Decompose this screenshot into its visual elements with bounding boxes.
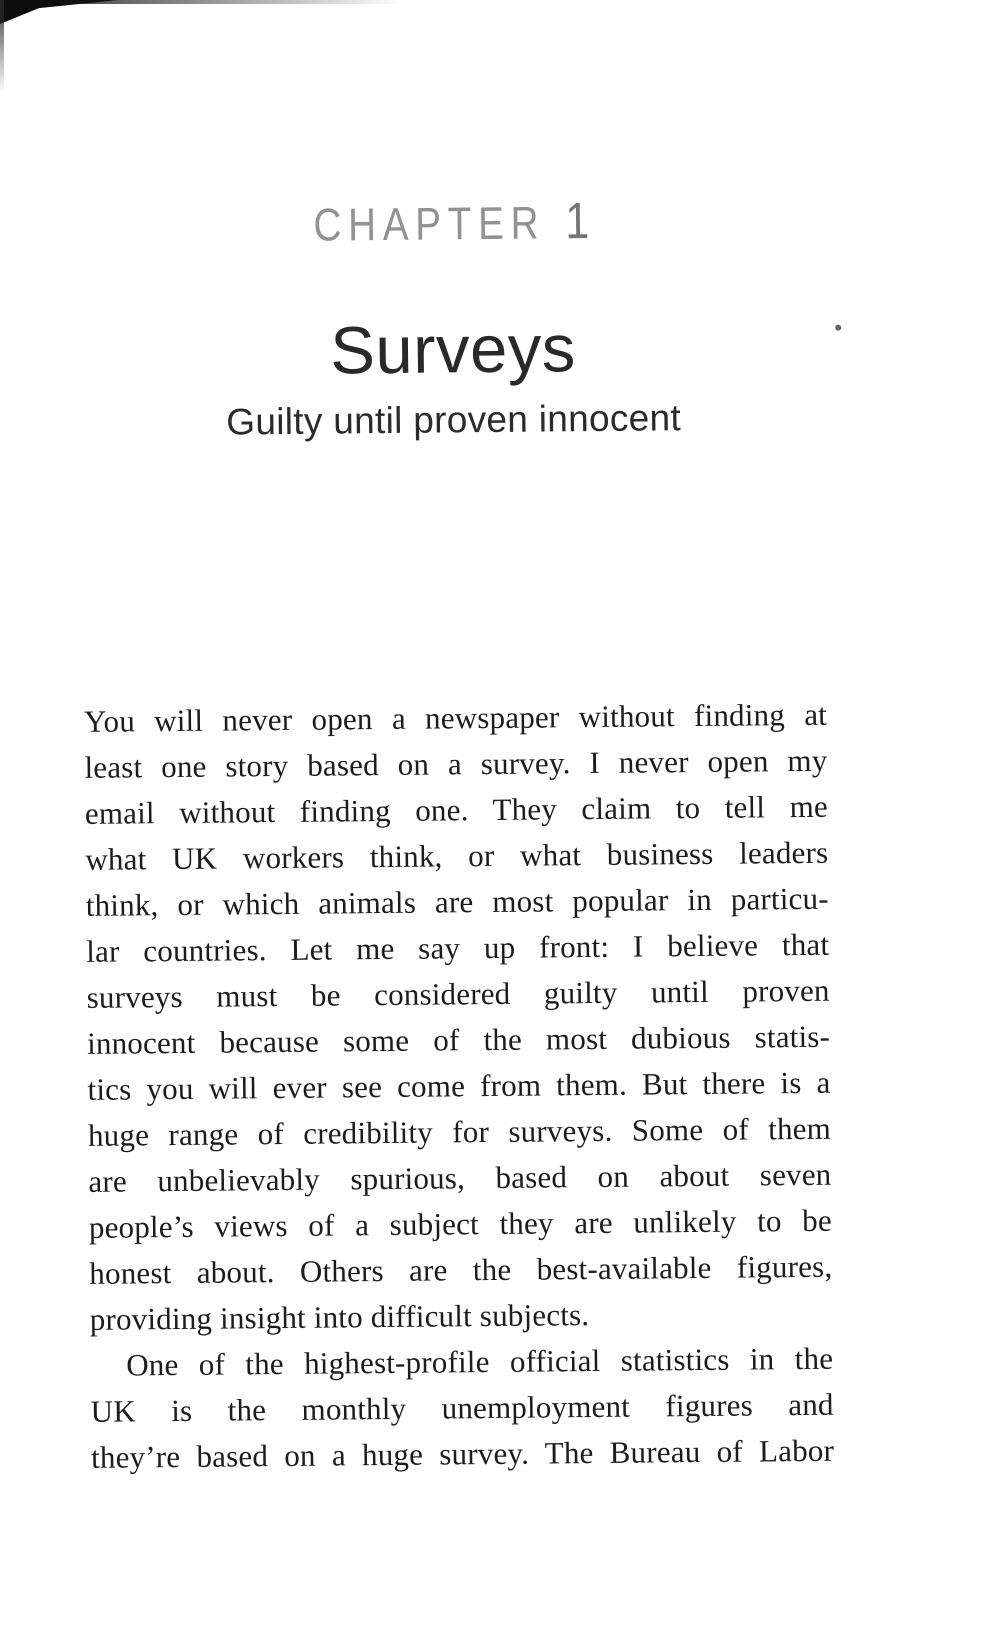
body-line: are unbelievably spurious, based on about seven <box>88 1156 832 1199</box>
page-subtitle: Guilty until proven innocent <box>226 397 682 443</box>
body-line: lar countries. Let me say up front: I believe that <box>86 926 830 969</box>
body-line: what UK workers think, or what business leaders <box>85 834 829 877</box>
body-line: people’s views of a subject they are unlikely to be <box>88 1202 833 1245</box>
chapter-heading <box>79 193 824 251</box>
body-line: huge range of credibility for surveys. Some of them <box>87 1110 832 1153</box>
body-text <box>84 692 834 1481</box>
chapter-number: 1 <box>565 192 590 250</box>
body-line: they’re based on a huge survey. The Bureau of Labor <box>90 1432 835 1475</box>
body-line: tics you will ever see come from them. But there is a <box>87 1064 831 1107</box>
body-line: least one story based on a survey. I never open my <box>84 742 828 785</box>
chapter-heading-text <box>313 192 590 251</box>
body-line: You will never open a newspaper without finding at <box>83 696 828 739</box>
body-line: email without finding one. They claim to tell me <box>84 788 829 831</box>
body-line: One of the highest-profile official statistics in the <box>126 1340 834 1383</box>
body-line: innocent because some of the most dubious statis- <box>86 1018 831 1061</box>
body-line: UK is the monthly unemployment figures and <box>90 1386 834 1429</box>
ink-speck-artifact <box>835 325 841 331</box>
body-line: providing insight into difficult subjects. <box>89 1297 590 1337</box>
chapter-word: CHAPTER <box>313 196 546 251</box>
body-line: honest about. Others are the best-available figures, <box>89 1248 833 1291</box>
body-line: surveys must be considered guilty until proven <box>86 972 830 1015</box>
page-title: Surveys <box>329 311 577 389</box>
body-line: think, or which animals are most popular in particu- <box>85 880 829 923</box>
